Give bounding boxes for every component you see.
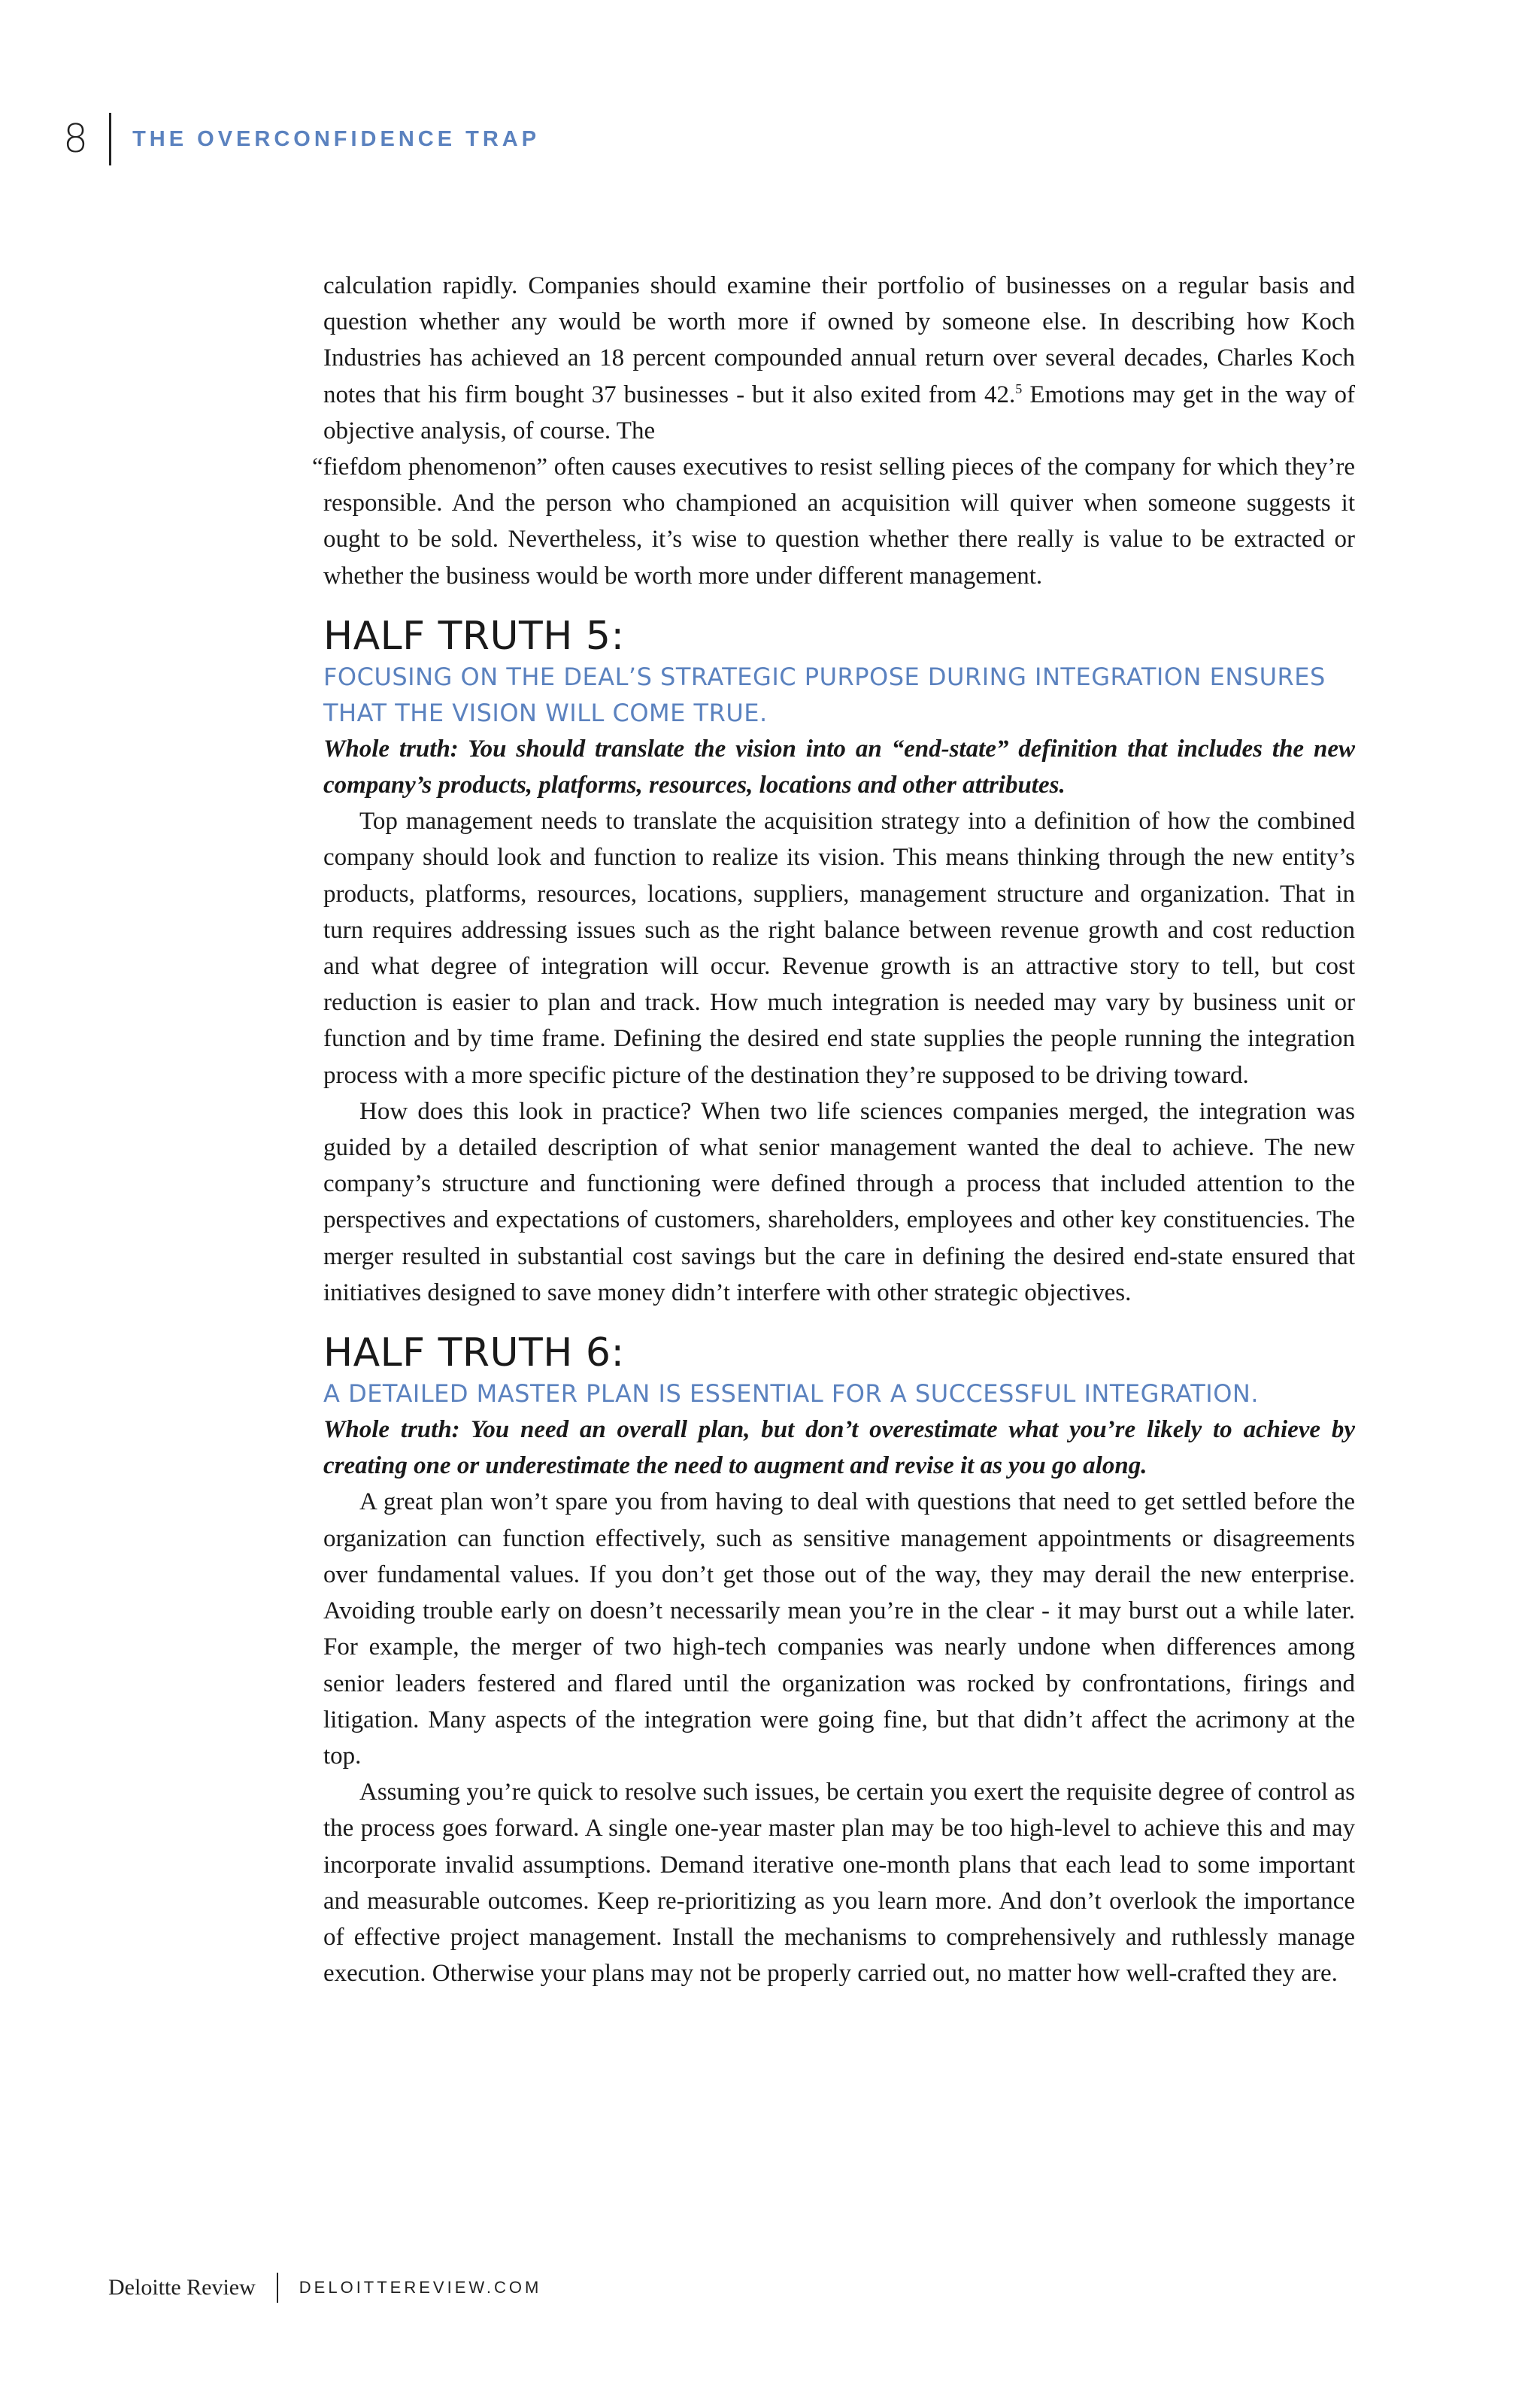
section-6-paragraph-1: A great plan won’t spare you from having to deal with questions that need to get settled before the organization can function effectively, such as sensitive management appointments or disagreements over fundamental values. If you don’t get those out of the way, they may derail the new enterprise. Avoiding trouble early on doesn’t necessarily mean you’re in the clear - it may burst out a while later. For example, the merger of two high-tech companies was nearly undone when differences among senior leaders festered and flared until the organization was rocked by confrontations, firings and litigation. Many aspects of the integration were going fine, but that didn’t affect the acrimony at the top. [323,1488,1355,1770]
section-5-paragraph-2: How does this look in practice? When two life sciences companies merged, the integration was guided by a detailed description of what senior management wanted the deal to achieve. The new company’s structure and functioning were defined through a process that included attention to the perspectives and expectations of customers, shareholders, employees and other key constituencies. The merger resulted in substantial cost savings but the care in defining the desired end-state ensured that initiatives designed to save money didn’t interfere with other strategic objectives. [323,1097,1355,1306]
section-6-heading: HALF TRUTH 6: [323,1330,625,1376]
section-5-paragraph-1: Top management needs to translate the acquisition strategy into a definition of how the combined company should look and function to realize its vision. This means thinking through the new entity’s products, platforms, resources, locations, suppliers, management structure and organization. That in turn requires addressing issues such as the right balance between revenue growth and cost reduction and what degree of integration will occur. Revenue growth is an attractive story to tell, but cost reduction is easier to plan and track. How much integration is needed may vary by business unit or function and by time frame. Defining the desired end state supplies the people running the integration process with a more specific picture of the destination they’re supposed to be driving toward. [323,808,1355,1089]
page-header [63,113,540,165]
intro-text-continued: Emotions may get in the way of objective analysis, of course. The [323,381,1355,444]
intro-paragraph-2: “fiefdom phenomenon” often causes executives to resist selling pieces of the company for which they’re responsible. And the person who championed an acquisition will quiver when someone suggests it ought to be sold. Nevertheless, it’s wise to question whether there really is value to be extracted or whether the business would be worth more under different management. [312,453,1355,590]
section-6-whole-truth: Whole truth: You need an overall plan, but don’t overestimate what you’re likely to achieve by creating one or underestimate the need to augment and revise it as you go along. [323,1416,1355,1480]
section-5-subheading: FOCUSING ON THE DEAL’S STRATEGIC PURPOSE DURING INTEGRATION ENSURES THAT THE VISION WILL COME TRUE. [323,662,1326,727]
footnote-ref: 5 [1015,381,1023,396]
intro-paragraph [323,268,1355,449]
section-6-paragraph-2: Assuming you’re quick to resolve such issues, be certain you exert the requisite degree of control as the process goes forward. A single one-year master plan may be too high-level to achieve this and may incorporate invalid assumptions. Demand iterative one-month plans that each lead to some important and measurable outcomes. Keep re-prioritizing as you learn more. And don’t overlook the importance of effective project management. Install the mechanisms to comprehensively and ruthlessly manage execution. Otherwise your plans may not be properly carried out, no matter how well-crafted they are. [323,1779,1355,1988]
page-footer [108,2271,541,2304]
page-number: 8 [63,113,111,165]
footer-publication: Deloitte Review [108,2273,278,2303]
section-6-subheading: A DETAILED MASTER PLAN IS ESSENTIAL FOR A SUCCESSFUL INTEGRATION. [323,1379,1260,1409]
section-5-whole-truth: Whole truth: You should translate the vision into an “end-state” definition that includes the new company’s products, platforms, resources, locations and other attributes. [323,735,1355,799]
intro-text: calculation rapidly. Companies should examine their portfolio of businesses on a regular basis and question whether any would be worth more if owned by someone else. In describing how Koch Industries has achieved an 18 percent compounded annual return over several decades, Charles Koch notes that his firm bought 37 businesses - but it also exited from 42. [323,272,1355,408]
article-body [312,268,1355,1991]
running-title: THE OVERCONFIDENCE TRAP [132,127,541,151]
section-5-heading: HALF TRUTH 5: [323,613,625,659]
footer-url: DELOITTEREVIEW.COM [299,2278,542,2297]
